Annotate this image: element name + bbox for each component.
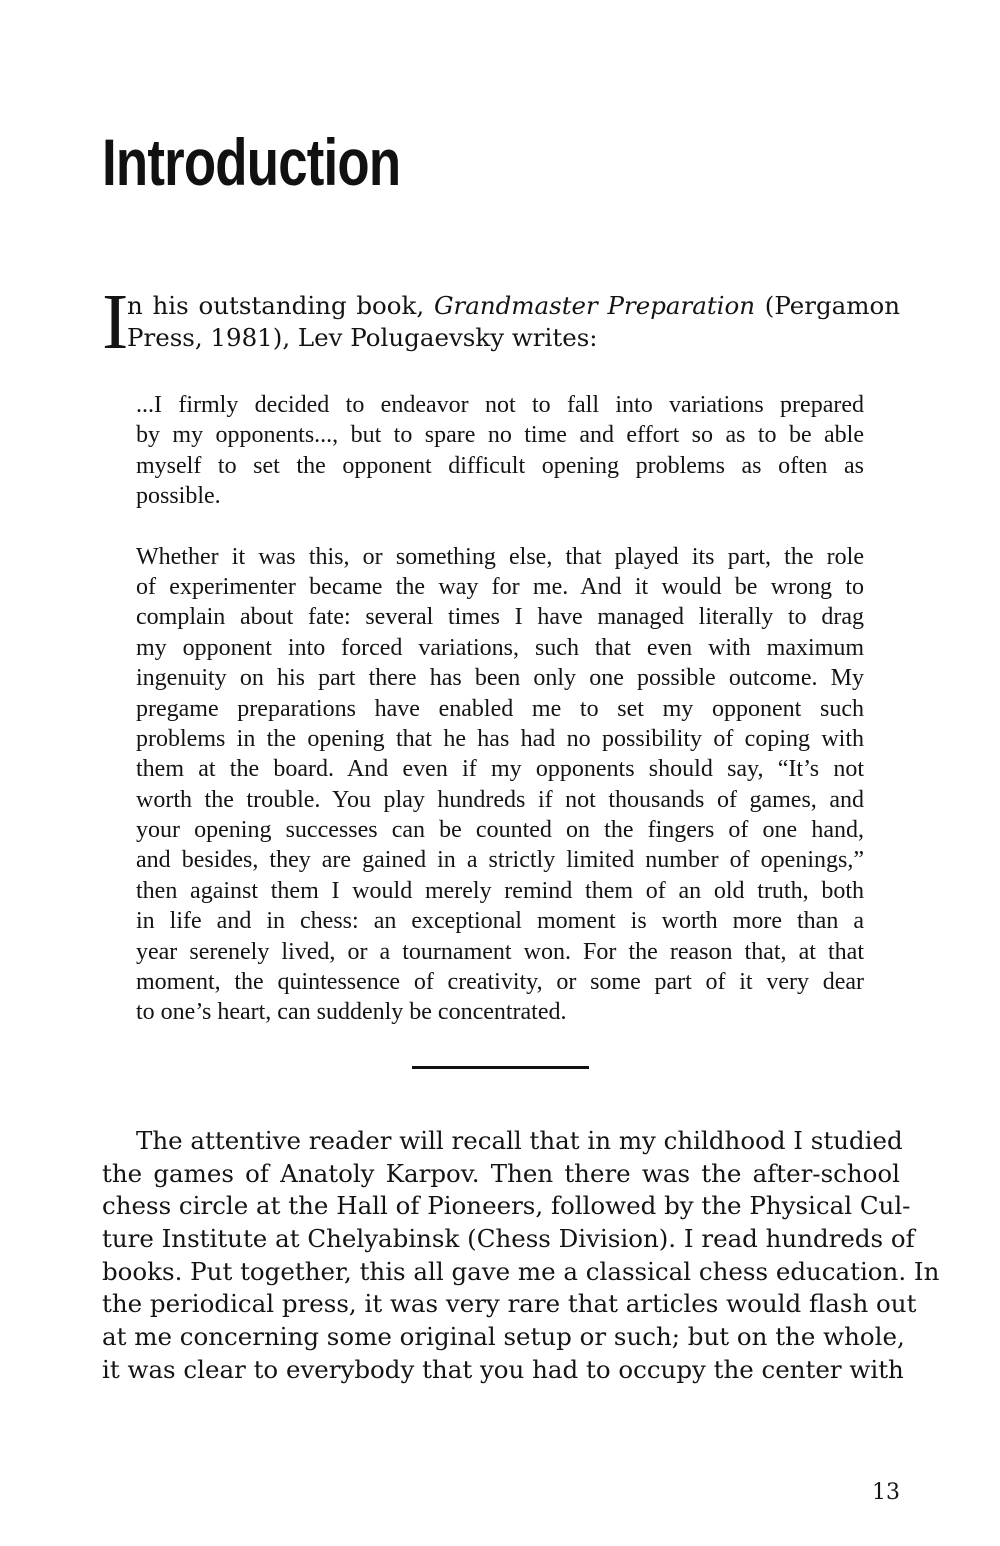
quote-line: pregame preparations have enabled me to set my opponent such <box>136 695 864 722</box>
opening-text-end: (Pergamon <box>755 291 901 320</box>
body-line: it was clear to everybody that you had to occupy the center with <box>102 1354 904 1384</box>
quote-line: year serenely lived, or a tournament won. For the reason that, at that <box>136 938 864 965</box>
quote-line: my opponent into forced variations, such that even with maximum <box>136 634 864 661</box>
opening-line-1 <box>102 290 900 322</box>
quote-line: your opening successes can be counted on the fingers of one hand, <box>136 817 864 844</box>
opening-line-2: Press, 1981), Lev Polugaevsky writes: <box>127 323 598 352</box>
body-line: chess circle at the Hall of Pioneers, followed by the Physical Cul- <box>102 1191 911 1221</box>
body-line: ture Institute at Chelyabinsk (Chess Division). I read hundreds of <box>102 1224 915 1254</box>
quote-line: complain about fate: several times I have managed literally to drag <box>136 604 864 631</box>
body-line: The attentive reader will recall that in my childhood I studied <box>136 1126 903 1155</box>
body-line: books. Put together, this all gave me a classical chess education. In <box>102 1256 940 1286</box>
opening-paragraph <box>102 279 901 366</box>
quote-line: ...I firmly decided to endeavor not to fall into variations prepared <box>136 392 864 418</box>
quote-line: possible. <box>136 483 221 510</box>
quote-line: Whether it was this, or something else, that played its part, the role <box>136 543 864 570</box>
chapter-title: Introduction <box>102 125 401 199</box>
quote-line: ingenuity on his part there has been only one possible outcome. My <box>136 665 864 692</box>
quote-line: myself to set the opponent difficult opening problems as often as <box>136 452 864 479</box>
body-line: the games of Anatoly Karpov. Then there was the after-school <box>102 1158 900 1188</box>
drop-cap: I <box>102 279 129 366</box>
section-separator-rule <box>412 1066 589 1069</box>
body-line: the periodical press, it was very rare that articles would flash out <box>102 1289 917 1319</box>
quote-line: by my opponents..., but to spare no time and effort so as to be able <box>136 422 864 449</box>
body-line: at me concerning some original setup or such; but on the whole, <box>102 1322 905 1352</box>
quote-line: then against them I would merely remind them of an old truth, both <box>136 877 864 904</box>
quote-line: and besides, they are gained in a strictly limited number of openings,” <box>136 847 864 874</box>
quote-line: to one’s heart, can suddenly be concentrated. <box>136 999 567 1026</box>
quote-line: them at the board. And even if my opponents should say, “It’s not <box>136 756 864 783</box>
quote-paragraph-2 <box>136 542 864 1028</box>
body-paragraph <box>102 1125 940 1387</box>
opening-text-start: n his outstanding book, <box>127 291 434 320</box>
block-quote <box>136 390 864 1028</box>
quote-line: problems in the opening that he has had no possibility of coping with <box>136 725 864 752</box>
quote-line: in life and in chess: an exceptional moment is worth more than a <box>136 908 864 935</box>
quote-paragraph-1 <box>136 390 864 512</box>
quote-line: moment, the quintessence of creativity, or some part of it very dear <box>136 969 864 996</box>
quote-line: worth the trouble. You play hundreds if not thousands of games, and <box>136 786 864 813</box>
book-title: Grandmaster Preparation <box>433 291 756 320</box>
quote-line: of experimenter became the way for me. And it would be wrong to <box>136 573 864 600</box>
page-number: 13 <box>872 1480 900 1505</box>
